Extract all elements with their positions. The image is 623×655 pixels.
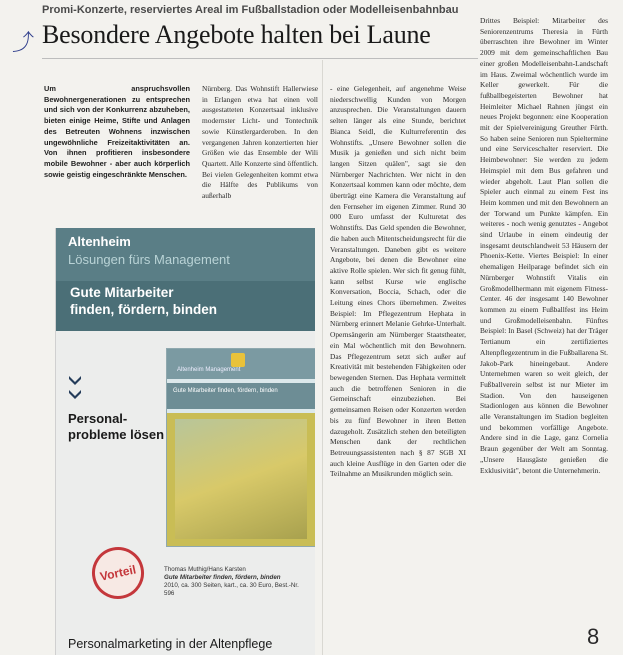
book-info [164, 566, 302, 598]
headline-rule [42, 58, 478, 59]
article-kicker: Promi-Konzerte, reserviertes Areal im Fußballstadion oder Modelleisenbahnbau [42, 4, 459, 16]
book-series: Altenheim Management [177, 367, 241, 373]
book-info-title: Gute Mitarbeiter finden, fördern, binden [164, 574, 281, 581]
article-column-4 [480, 16, 608, 650]
pen-mark-icon: ⤴ [12, 31, 35, 56]
article-column-3 [330, 84, 466, 650]
ad-problem-text [68, 411, 164, 443]
article-headline: Besondere Angebote halten bei Laune [42, 20, 431, 49]
book-cover-title: Gute Mitarbeiter finden, fördern, binden [173, 388, 278, 394]
book-details: 2010, ca. 300 Seiten, kart., ca. 30 Euro, Best.-Nr. 596 [164, 582, 299, 597]
ad-brand-subtitle: Lösungen fürs Management [68, 252, 230, 267]
article-intro [44, 84, 190, 214]
page-fold [322, 60, 323, 655]
book-cover [166, 348, 315, 547]
publisher-logo-icon [231, 353, 245, 367]
ad-tagline-line2: finden, fördern, binden [70, 302, 217, 317]
chevron-down-icon [68, 374, 82, 388]
ad-tagline-line1: Gute Mitarbeiter [70, 285, 174, 300]
advantage-badge: Vorteil [87, 542, 149, 604]
ad-footer: Personalmarketing in der Altenpflege [68, 637, 273, 651]
ad-brand: Altenheim [68, 234, 131, 249]
book-cover-photo [175, 419, 307, 539]
book-author: Thomas Muthig/Hans Karsten [164, 566, 246, 573]
intro-text: Um anspruchsvollen Bewohnergenerationen zu entsprechen und sich von der Konkurrenz abzuheben, bieten einige Heime, Stifte und Anlagen des Betreuten Wohnens inzwischen ungewöhnliche Freizeitaktivitäten an. Von ihnen profitieren insbesondere mobile Bewohner - aber auch körperlich sowie geistig eingeschränkte Menschen. [44, 84, 190, 179]
page-number: 8 [587, 624, 600, 649]
book-advertisement [55, 228, 315, 655]
article-column-2 [202, 84, 318, 214]
column-2-text: Nürnberg. Das Wohnstift Hallerwiese in Erlangen etwa hat einen voll ausgestatteten Konzertsaal inklusive modernster Licht- und Tontechnik sowie Künstlergarderoben. In den vergangenen Jahren konzertierten hier Größen wie das Ensemble der Wili Quartett. Alle Konzerte sind öffentlich. Bei vielen Gelegenheiten kommt etwa die Hälfte des Publikums von außerhalb [202, 84, 318, 201]
column-3-text: - eine Gelegenheit, auf angenehme Weise niederschwellig Kunden von Morgen anzusprechen. Die Veranstaltungen dauern selten länger als eine Stunde, berichtet Bianca Seidl, die Kulturreferentin des Wohnstifts. „Unsere Bewohner sollen die Musik ja genießen und sich nicht beim langen Sitzen quälen", sagt sie den Nürnberger Nachrichten. Wer nicht in den Konzertsaal kommen kann oder möchte, dem überträgt eine Kamera die Veranstaltung auf den Fernseher im eigenen Zimmer. Rund 30 000 Euro umfasst der Kulturetat des Wohnstifts. Das Geld spenden die Bewohner, die haben auch Mitentscheidungsrecht für die Veranstaltungen. Daneben gibt es weitere Angebote, bei denen die Bewohner eine aktive Rolle spielen. Wer sich fit genug fühlt, kann selbst Kurse wie englische Konversation, Boccia, Schach, oder die Leitung eines Chors übernehmen. Zweites Beispiel: Im Pflegezentrum Hephata in Nürnberg erinnert Melanie Gehrke-Unterhalt. Opernsängerin am Nürnberger Staatstheater, ein Mal wöchentlich mit den Bewohnern. Das Pflegezentrum setzt sich außer auf Kreativität mit bestehenden Fähigkeiten oder bewegenden Sternen. Das Hephata vermittelt auch die betroffenen Senioren in die Gemeinschaft einzubeziehen. Bei gemeinsamen Reisen oder Konzerten werden bis zu fünf Bewohner in ihren Betten dazugeholt. Zusätzlich stehen den beteiligten Menschen dank der rechtlichen Betreuungsassistenten nach § 87 SGB XI auch kleine Ausflüge in den Garten oder die Teilnahme an Musikrunden möglich sein. [330, 84, 466, 479]
ad-problem-line2: probleme lösen [68, 427, 165, 442]
ad-problem-line1: Personal- [68, 411, 128, 426]
chevron-down-icon [68, 388, 82, 402]
ad-tagline [70, 284, 217, 318]
column-4-text: Drittes Beispiel: Mitarbeiter des Seniorenzentrums Theresia in Fürth überraschten ihre Bewohner im Winter 2009 mit dem gemeinschaftlichen Bau einer großen Modelleisenbahn-Landschaft im Haus. Zweimal wöchentlich wurde im Keller gewerkelt. Für die fußballbegeisterten Bewohner hat Heimleiter Michael Rahnen jüngst ein neues Projekt begonnen: eine Kooperation mit der Spielvereinigung Greuther Fürth. So haben seine Senioren nun Spieltermine und eine Serviceschalter reserviert. Die Heimbewohner: Sie werden zu jedem Heimspiel mit dem Bus gefahren und wieder abgeholt. Laut Plan sollen die Spieler auch einmal zu einem Fest ins Heim kommen und mit den Bewohnern an der Torwand um Punkte kämpfen. Ein weiteres - noch wenig genutztes - Angebot sind Urlaube in einem eindeutig der insgesamt deutschlandweit 53 Häusern der Phoenix-Kette. Viertes Beispiel: In einer ehemaligen Heilparage befindet sich ein Nürnberger Wohnstift Vitalis ein Großmodellhermann mit eigenem Fitness-Center. 46 der insgesamt 140 Bewohner kommen zu einem Fußballfest ins Heim und Großmodelleisenbahn. Fünftes Beispiel: In Basel (Schweiz) hat der Träger Tertianum ein zertifiziertes Altenpflegezentrum in die Fußballarena St. Jakob-Park hineingebaut. Andere Unternehmen waren so weit gleich, der Fußballverein selbst ist nur Mieter im Stadion. Von den hauseigenen Stadionlogen aus können die Bewohner alle Veranstaltungen im Stadion begleiten und bekommen vorfällige Angebote. Andere sind in die Lage, ganz Cornelia Braun gegenüber der Welt am Sonntag. „Unsere Hausgäste genießen die Exklusivität", betont die Unternehmerin. [480, 16, 608, 475]
